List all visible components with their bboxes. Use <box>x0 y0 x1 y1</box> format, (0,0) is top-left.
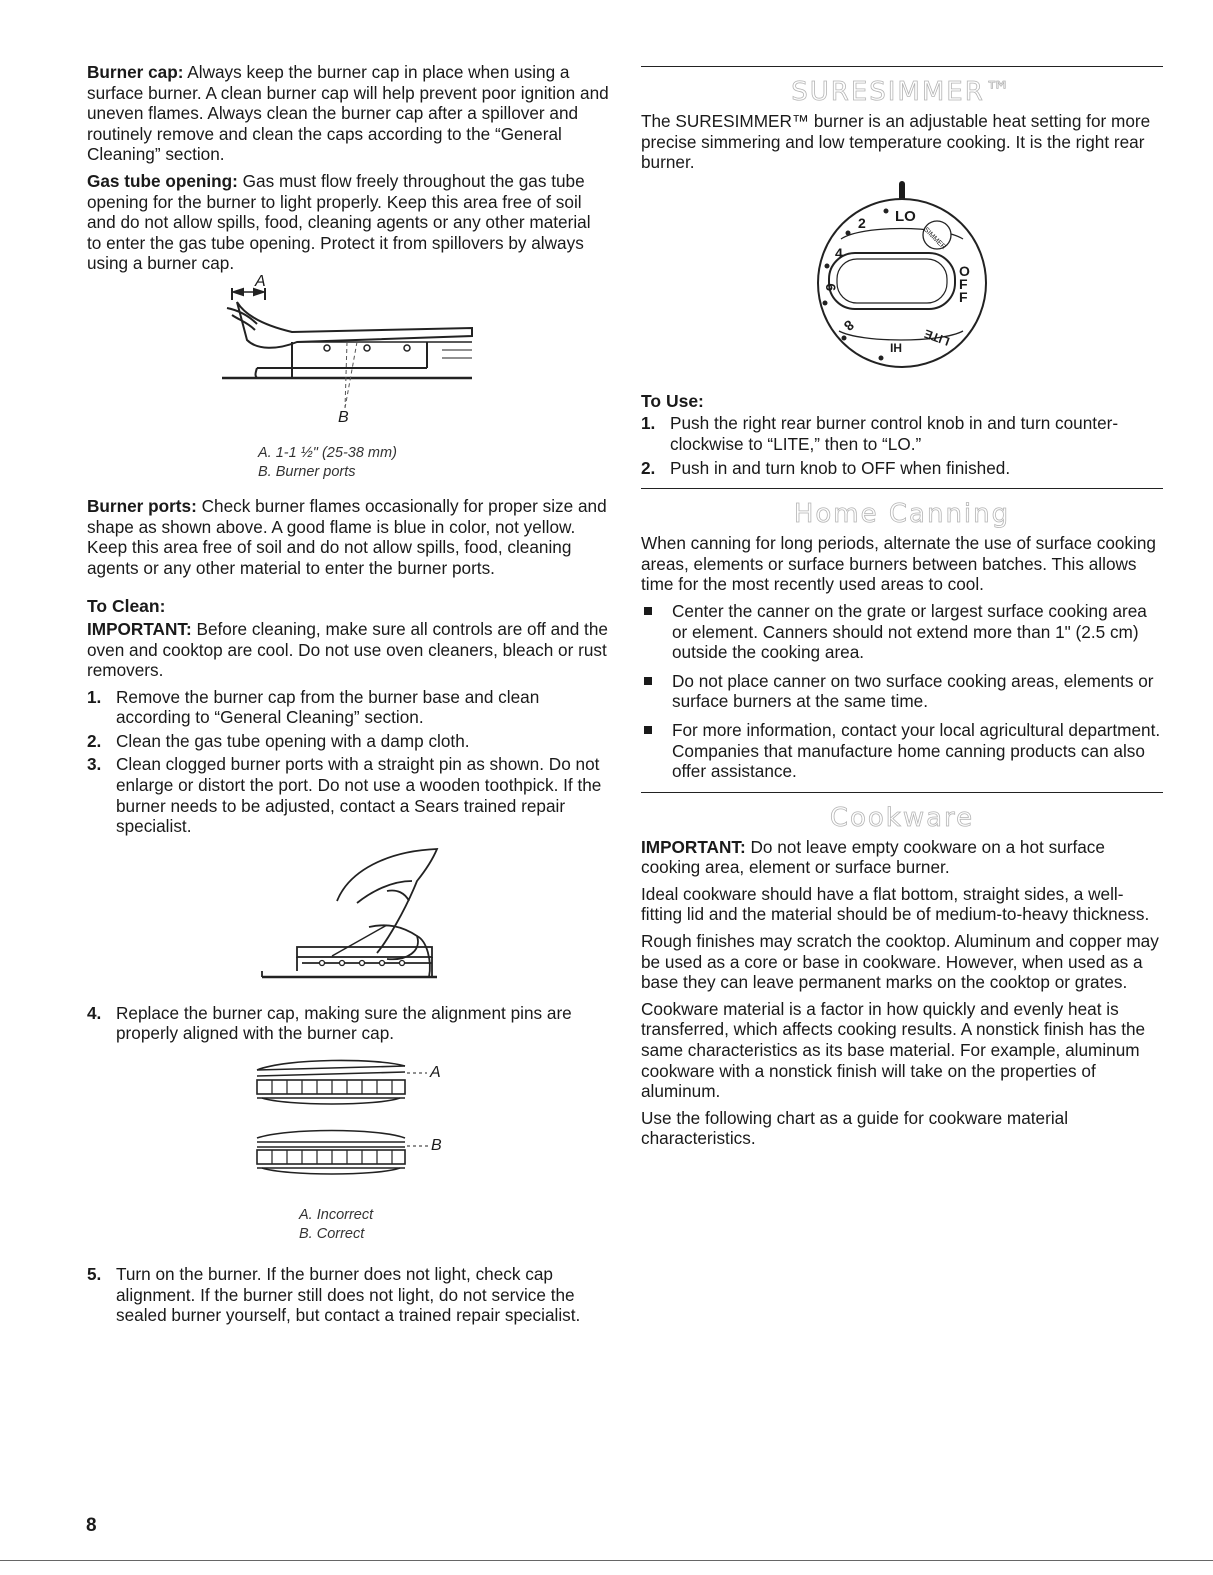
section-divider <box>641 66 1163 67</box>
knob-2-label: 2 <box>858 214 866 231</box>
knob-simmer-label: SIMMER <box>922 226 947 251</box>
suresimmer-paragraph: The SURESIMMER™ burner is an adjustable heat setting for more precise simmering and low temperature cooking. It is the right rear burner. <box>641 111 1151 173</box>
knob-lite-label: LITE <box>922 326 952 349</box>
clean-steps-list <box>87 687 609 837</box>
home-canning-paragraph: When canning for long periods, alternate the use of surface cooking areas, elements or surface burners between batches. This allows time for the most recently used areas to cool. <box>641 533 1156 595</box>
clean-step-3: 3. Clean clogged burner ports with a straight pin as shown. Do not enlarge or distort the port. Do not use a wooden toothpick. If the burner needs to be adjusted, contact a Sears trained repair specialist. <box>87 754 602 837</box>
knob-off-label: OFF <box>959 262 970 305</box>
cookware-important-paragraph <box>641 837 1163 878</box>
fig3-caption-a: A. Incorrect <box>299 1207 374 1224</box>
knob-4-label: 4 <box>835 244 843 261</box>
use-step-2: 2. Push in and turn knob to OFF when finished. <box>641 457 1011 478</box>
knob-8-label: 8 <box>840 316 858 334</box>
burner-ports-text: Check burner flames occasionally for proper size and shape as shown above. A good flame is blue in color, not yellow. Keep this area free of soil and do not allow spills, food, cleaning agents or any other material to enter the burner ports. <box>87 495 607 578</box>
knob-6-label: 6 <box>823 283 840 291</box>
cookware-paragraph-4: Use the following chart as a guide for cookware material characteristics. <box>641 1107 1069 1149</box>
canning-bullet-1: Center the canner on the grate or largest surface cooking area or element. Canners should not extend more than 1" (2.5 cm) outside the cooking area. <box>641 601 1163 663</box>
fig3-label-b: B <box>431 1137 442 1155</box>
left-column <box>87 62 609 1332</box>
knob-hi-label: HI <box>890 340 902 355</box>
clean-step-2: 2. Clean the gas tube opening with a damp cloth. <box>87 730 470 751</box>
page-number: 8 <box>86 1515 97 1536</box>
use-steps-list <box>641 413 1163 478</box>
knob-lo-label: LO <box>895 207 916 225</box>
section-divider <box>641 488 1163 489</box>
fig1-label-a: A <box>255 272 266 290</box>
clean-step-4: 4. Replace the burner cap, making sure the alignment pins are properly aligned with the burner cap. <box>87 1002 572 1044</box>
burner-cap-text: Always keep the burner cap in place when using a surface burner. A clean burner cap will help prevent poor ignition and uneven flames. Always clean the burner cap after a spillover and routinely remove and clean the caps according to the “General Cleaning” section. <box>87 62 609 165</box>
cookware-important-label: IMPORTANT: <box>641 836 746 857</box>
burner-ports-label: Burner ports: <box>87 495 197 516</box>
to-use-heading: To Use: <box>641 390 704 411</box>
canning-bullet-3: For more information, contact your local agricultural department. Companies that manufacture home canning products can also offer assistance. <box>641 720 1163 782</box>
clean-step-5: 5. Turn on the burner. If the burner does not light, check cap alignment. If the burner still does not light, do not service the sealed burner yourself, but contact a trained repair specialist. <box>87 1264 581 1326</box>
important-label: IMPORTANT: <box>87 618 192 639</box>
canning-bullet-list <box>641 601 1163 782</box>
fig1-caption-b: B. Burner ports <box>258 463 356 480</box>
suresimmer-heading: SURESIMMER™ <box>791 77 1013 107</box>
cookware-heading: Cookware <box>829 802 975 833</box>
to-clean-heading: To Clean: <box>87 596 166 617</box>
page-bottom-rule <box>0 1560 1213 1561</box>
right-column <box>641 62 1163 1155</box>
burner-ports-paragraph <box>87 496 609 578</box>
section-divider <box>641 792 1163 793</box>
home-canning-heading: Home Canning <box>793 499 1011 530</box>
gas-tube-paragraph <box>87 171 609 274</box>
clean-steps-list-final <box>87 1264 609 1326</box>
gas-tube-label: Gas tube opening: <box>87 170 238 191</box>
fig1-label-b: B <box>338 408 349 426</box>
suresimmer-knob-diagram <box>641 181 1163 381</box>
cookware-paragraph-3: Cookware material is a factor in how quickly and evenly heat is transferred, which affects cooking results. A nonstick finish has the same characteristics as its base material. For example, aluminum cookware with a nonstick finish will take on the properties of aluminum. <box>641 998 1146 1102</box>
important-text: Before cleaning, make sure all controls are off and the oven and cooktop are cool. Do not use oven cleaners, bleach or rust removers. <box>87 618 608 681</box>
use-step-1: 1. Push the right rear burner control knob in and turn counter-clockwise to “LITE,” then to “LO.” <box>641 413 1119 454</box>
burner-diagram <box>87 272 609 430</box>
cookware-paragraph-2: Rough finishes may scratch the cooktop. Aluminum and copper may be used as a core or base in cookware. However, when used as a base they can leave permanent marks on the cooktop or grates. <box>641 931 1159 993</box>
fig3-caption-b: B. Correct <box>299 1226 365 1243</box>
burner-cap-paragraph <box>87 62 609 165</box>
cap-alignment-illustration <box>87 1050 609 1208</box>
burner-cap-label: Burner cap: <box>87 62 184 82</box>
clean-steps-list-cont <box>87 1003 609 1044</box>
fig1-caption <box>87 444 609 482</box>
cap-alignment-diagram <box>87 1050 609 1208</box>
fig3-label-a: A <box>430 1064 441 1082</box>
cookware-paragraph-1: Ideal cookware should have a flat bottom, straight sides, a well-fitting lid and the material should be of medium-to-heavy thickness. <box>641 883 1150 925</box>
important-paragraph <box>87 619 609 681</box>
fig1-caption-a: A. 1-1 ½" (25-38 mm) <box>258 444 397 461</box>
gas-tube-text: Gas must flow freely throughout the gas tube opening for the burner to light properly. Keep this area free of soil and do not allow spills, food, cleaning agents or any other material to enter the gas tube opening. Protect it from spillovers by always using a burner cap. <box>87 170 591 274</box>
clean-step-1: 1. Remove the burner cap from the burner base and clean according to “General Cleaning” section. <box>87 686 540 728</box>
cleaning-pin-illustration <box>87 841 609 991</box>
cookware-important-text: Do not leave empty cookware on a hot surface cooking area, element or surface burner. <box>641 836 1105 878</box>
canning-bullet-2: Do not place canner on two surface cooking areas, elements or surface burners at the same time. <box>641 671 1163 712</box>
fig3-caption <box>87 1206 609 1244</box>
